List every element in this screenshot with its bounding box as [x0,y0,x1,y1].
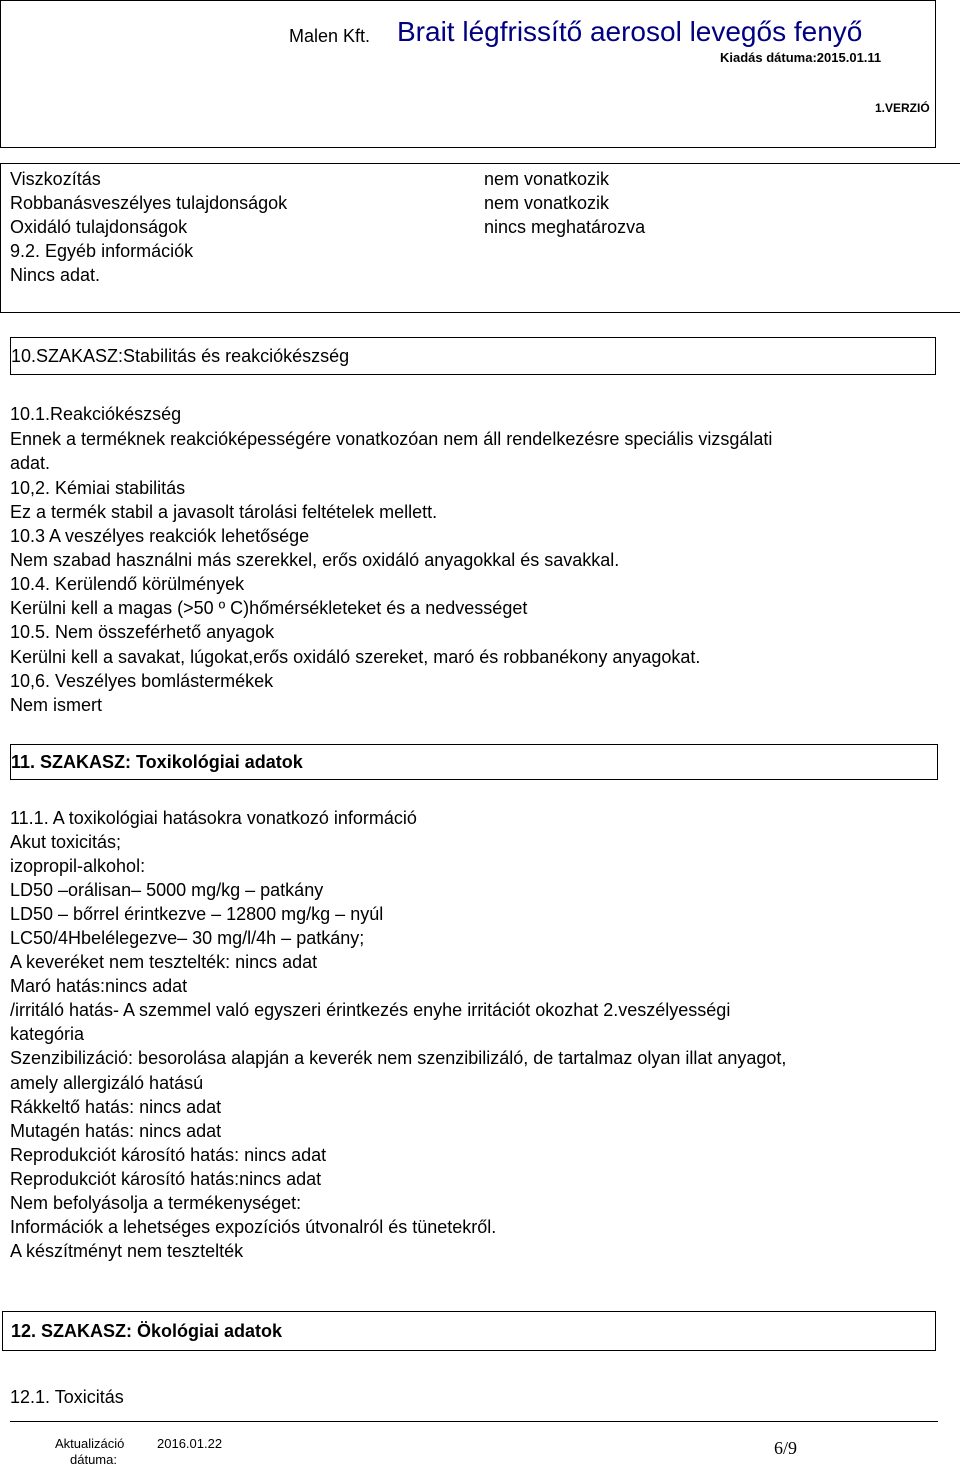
table-left-rule [0,163,1,313]
section-10-line: 10,6. Veszélyes bomlástermékek [10,671,274,691]
footer-update-label: Aktualizáció [55,1436,125,1451]
section-11-line: LC50/4Hbelélegezve– 30 mg/l/4h – patkány; [10,928,365,948]
section-11-line: Információk a lehetséges expozíciós útvonalról és tünetekről. [10,1217,497,1237]
section-11-line: LD50 –orálisan– 5000 mg/kg – patkány [10,880,324,900]
property-label: Viszkozítás [10,169,101,189]
section-11-line: Akut toxicitás; [10,832,122,852]
property-value: nem vonatkozik [484,169,610,189]
section-12-header [2,1311,936,1351]
table-bottom-rule [0,312,960,313]
property-value: nincs meghatározva [484,217,646,237]
footer-update-date: 2016.01.22 [157,1436,223,1451]
section-10-line: Kerülni kell a savakat, lúgokat,erős oxidáló szereket, maró és robbanékony anyagokat. [10,647,701,667]
section-10-line: 10,2. Kémiai stabilitás [10,478,186,498]
section-11-line: izopropil-alkohol: [10,856,146,876]
company-name: Malen Kft. [289,26,371,46]
section-10-line: 10.5. Nem összeférhető anyagok [10,622,275,642]
section-10-line: Nem szabad használni más szerekkel, erős oxidáló anyagokkal és savakkal. [10,550,620,570]
section-11-line: A keveréket nem tesztelték: nincs adat [10,952,318,972]
other-info-heading: 9.2. Egyéb információk [10,241,194,261]
section-10-line: Ez a termék stabil a javasolt tárolási feltételek mellett. [10,502,438,522]
section-11-line: A készítményt nem tesztelték [10,1241,244,1261]
section-11-line: Mutagén hatás: nincs adat [10,1121,222,1141]
section-11-line: Rákkeltő hatás: nincs adat [10,1097,222,1117]
section-11-title: 11. SZAKASZ: Toxikológiai adatok [11,752,303,772]
section-10-line: Ennek a terméknek reakcióképességére vonatkozóan nem áll rendelkezésre speciális vizsgálati [10,429,773,449]
footer-update-label-2: dátuma: [70,1452,117,1467]
property-value: nem vonatkozik [484,193,610,213]
section-11-line: Maró hatás:nincs adat [10,976,188,996]
section-11-line: Reprodukciót károsító hatás: nincs adat [10,1145,327,1165]
section-11-header [10,744,938,780]
property-label: Oxidáló tulajdonságok [10,217,188,237]
page-number: 6/9 [774,1438,798,1458]
property-label: Robbanásveszélyes tulajdonságok [10,193,288,213]
table-top-rule [0,163,960,164]
section-11-line: /irritáló hatás- A szemmel való egyszeri érintkezés enyhe irritációt okozhat 2.veszélyességi [10,1000,731,1020]
section-10-line: Kerülni kell a magas (>50 º C)hőmérsékleteket és a nedvességet [10,598,528,618]
section-10-line: 10.4. Kerülendő körülmények [10,574,245,594]
section-12-title: 12. SZAKASZ: Ökológiai adatok [11,1321,283,1341]
section-10-line: 10.3 A veszélyes reakciók lehetősége [10,526,310,546]
section-12-subheading: 12.1. Toxicitás [10,1387,124,1407]
footer-rule [10,1421,938,1422]
version-label: 1.VERZIÓ [875,101,930,115]
issue-date: Kiadás dátuma:2015.01.11 [720,50,882,65]
section-11-line: Reprodukciót károsító hatás:nincs adat [10,1169,322,1189]
section-11-line: LD50 – bőrrel érintkezve – 12800 mg/kg – nyúl [10,904,384,924]
section-10-line: 10.1.Reakciókészség [10,404,182,424]
section-10-title: 10.SZAKASZ:Stabilitás és reakciókészség [11,346,350,366]
section-11-line: kategória [10,1024,85,1044]
section-11-line: 11.1. A toxikológiai hatásokra vonatkozó információ [10,808,417,828]
section-11-line: amely allergizáló hatású [10,1073,204,1093]
section-10-line: adat. [10,453,51,473]
section-10-header [10,337,936,375]
section-11-line: Szenzibilizáció: besorolása alapján a keverék nem szenzibilizáló, de tartalmaz olyan illat anyagot, [10,1048,787,1068]
section-10-line: Nem ismert [10,695,103,715]
other-info-text: Nincs adat. [10,265,101,285]
product-title: Brait légfrissítő aerosol levegős fenyő [397,16,863,47]
section-11-line: Nem befolyásolja a termékenységet: [10,1193,302,1213]
